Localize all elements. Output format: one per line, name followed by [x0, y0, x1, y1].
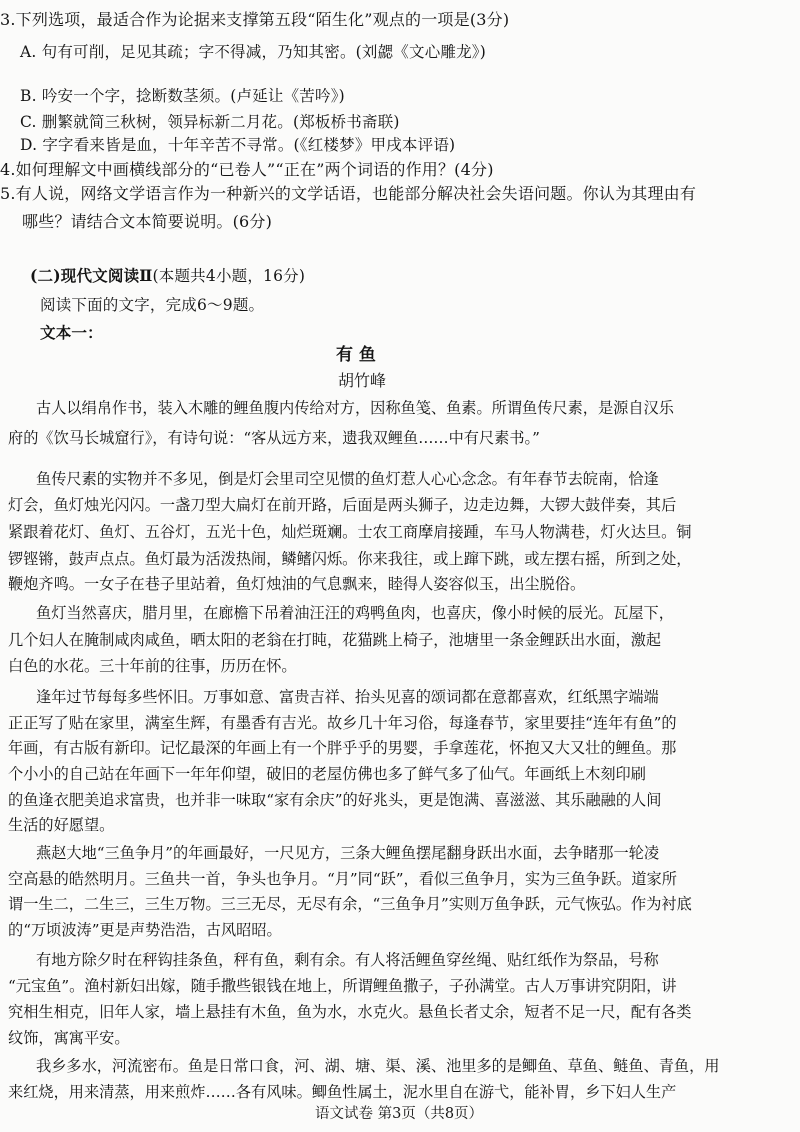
section-2-heading-detail: (本题共4小题，16分) — [152, 267, 306, 285]
section-2-heading-bold: (二)现代文阅读Ⅱ — [30, 266, 153, 285]
question-3-option-a: A. 句有可削，足见其疏；字不得减，乃知其密。(刘勰《文心雕龙》) — [20, 43, 486, 61]
article-line: 紧跟着花灯、鱼灯、五谷灯，五光十色，灿烂斑斓。士农工商摩肩接踵，车马人物满巷，灯火达旦。铜 — [8, 523, 692, 541]
section-2-instruction: 阅读下面的文字，完成6～9题。 — [40, 296, 265, 314]
article-line: 究相生相克，旧年人家，墙上悬挂有木鱼，鱼为水，水克火。悬鱼长者丈余，短者不足一尺，配有各类 — [8, 1003, 692, 1021]
article-line: 逢年过节每每多些怀旧。万事如意、富贵吉祥、抬头见喜的颂词都在意都喜欢，红纸黑字端端 — [36, 688, 659, 706]
article-line: 空高悬的皓然明月。三鱼共一首，争头也争月。“月”同“跃”，看似三鱼争月，实为三鱼争跃。道家所 — [8, 870, 677, 888]
article-line: 的“万顷波涛”更是声势浩浩，古风昭昭。 — [8, 921, 282, 939]
article-line: 锣铿锵，鼓声点点。鱼灯最为活泼热闹，鳞鳍闪烁。你来我往，或上蹿下跳，或左摆右摇，所到之处， — [8, 550, 692, 568]
article-line: 正正写了贴在家里，满室生辉，有墨香有吉光。故乡几十年习俗，每逢春节，家里要挂“连年有鱼”的 — [8, 714, 677, 732]
question-3-option-c: C. 删繁就简三秋树，领异标新二月花。(郑板桥书斋联) — [20, 113, 400, 131]
article-line: 鞭炮齐鸣。一女子在巷子里站着，鱼灯烛油的气息飘来，睦得人姿容似玉，出尘脱俗。 — [8, 575, 586, 593]
article-line: 几个妇人在腌制咸肉咸鱼，晒太阳的老翁在打盹，花猫跳上椅子，池塘里一条金鲤跃出水面，激起 — [8, 631, 662, 649]
article-line: 有地方除夕时在秤钩挂条鱼，秤有鱼，剩有余。有人将活鲤鱼穿丝绳、贴红纸作为祭品，号称 — [36, 951, 659, 969]
question-4: 4.如何理解文中画横线部分的“已卷人”“正在”两个词语的作用？(4分) — [0, 160, 494, 179]
section-2-heading — [30, 266, 305, 286]
article-title: 有 鱼 — [336, 345, 376, 365]
article-line: 府的《饮马长城窟行》，有诗句说：“客从远方来，遗我双鲤鱼……中有尺素书。” — [8, 429, 540, 447]
article-line: 来红烧，用来清蒸，用来煎炸……各有风味。鲫鱼性属土，泥水里自在游弋，能补胃，乡下妇人生产 — [8, 1083, 677, 1101]
question-5-line-2: 哪些？请结合文本简要说明。(6分) — [22, 212, 273, 231]
article-line: 古人以绢帛作书，装入木雕的鲤鱼腹内传给对方，因称鱼笺、鱼素。所谓鱼传尺素，是源自汉乐 — [36, 399, 674, 417]
article-line: 谓一生二，二生三，三生万物。三三无尽，无尽有余，“三鱼争月”实则万鱼争跃，元气恢弘。作为衬底 — [8, 895, 692, 913]
article-line: 白色的水花。三十年前的往事，历历在怀。 — [8, 657, 297, 675]
article-author: 胡竹峰 — [338, 371, 387, 390]
article-line: 个小小的自己站在年画下一年年仰望，破旧的老屋仿佛也多了鲜气多了仙气。年画纸上木刻印刷 — [8, 765, 646, 783]
article-line: 灯会，鱼灯烛光闪闪。一盏刀型大扁灯在前开路，后面是两头狮子，边走边舞，大锣大鼓伴奏，其后 — [8, 496, 677, 514]
question-3-option-d: D. 字字看来皆是血，十年辛苦不寻常。(《红楼梦》甲戌本评语) — [20, 136, 456, 154]
question-5-line-1: 5.有人说，网络文学语言作为一种新兴的文学话语，也能部分解决社会失语问题。你认为其理由有 — [0, 184, 697, 203]
article-line: 鱼灯当然喜庆，腊月里，在廊檐下吊着油汪汪的鸡鸭鱼肉，也喜庆，像小时候的辰光。瓦屋下， — [36, 604, 674, 622]
article-line: 生活的好愿望。 — [8, 816, 115, 834]
article-line: “元宝鱼”。渔村新妇出嫁，随手撒些银钱在地上，所谓鲤鱼撒子，子孙满堂。古人万事讲究阴阳，讲 — [8, 977, 677, 995]
question-3: 3.下列选项，最适合作为论据来支撑第五段“陌生化”观点的一项是(3分) — [0, 10, 510, 29]
article-line: 年画，有古版有新印。记忆最深的年画上有一个胖乎乎的男婴，手拿莲花，怀抱又大又壮的鲤鱼。那 — [8, 739, 677, 757]
article-line: 的鱼逢衣肥美追求富贵，也并非一味取“家有余庆”的好兆头，更是饱满、喜滋滋、其乐融融的人间 — [8, 791, 662, 809]
article-line: 纹饰，寓寓平安。 — [8, 1029, 130, 1047]
page-footer: 语文试卷 第3页（共8页） — [315, 1106, 484, 1122]
article-line: 鱼传尺素的实物并不多见，倒是灯会里司空见惯的鱼灯惹人心心念念。有年春节去皖南，恰逢 — [36, 470, 659, 488]
article-line: 燕赵大地“三鱼争月”的年画最好，一尺见方，三条大鲤鱼摆尾翻身跃出水面，去争睹那一轮凌 — [36, 844, 660, 862]
text-one-label: 文本一： — [40, 323, 103, 342]
question-3-option-b: B. 吟安一个字，捻断数茎须。(卢延让《苦吟》) — [20, 87, 345, 105]
article-line: 我乡多水，河流密布。鱼是日常口食，河、湖、塘、渠、溪、池里多的是鲫鱼、草鱼、鲢鱼、青鱼，用 — [36, 1057, 720, 1075]
